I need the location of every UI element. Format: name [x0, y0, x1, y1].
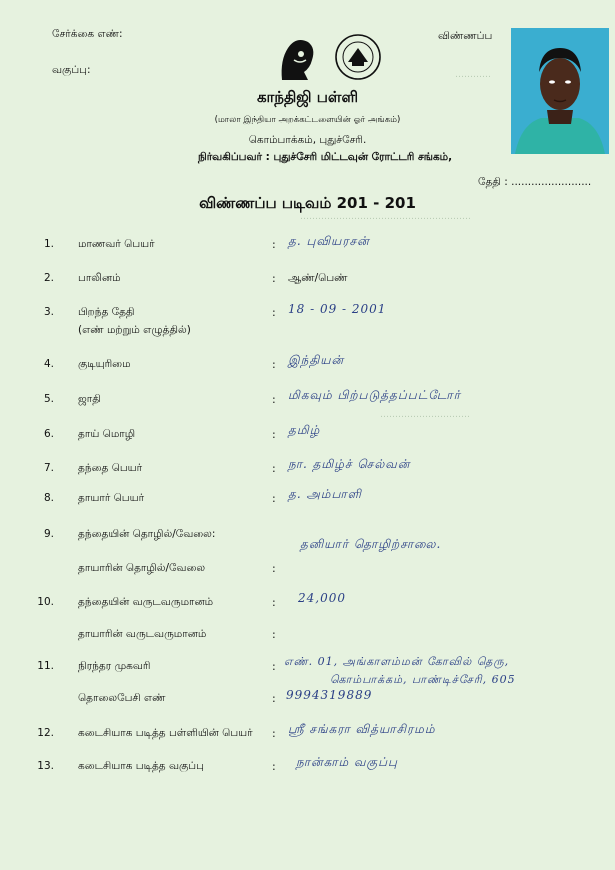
- citizenship-label: குடியுரிமை: [78, 358, 131, 370]
- caste-value: மிகவும் பிற்படுத்தப்பட்டோர்: [288, 388, 461, 402]
- field-number: 8.: [43, 492, 54, 504]
- father-occupation-label: தந்தையின் தொழில்/வேலை:: [78, 528, 216, 540]
- field-number: 1.: [43, 238, 54, 250]
- mother-tongue-label: தாய் மொழி: [78, 428, 136, 440]
- field-number: 2.: [43, 272, 54, 284]
- bleed-through-text: …………: [455, 70, 491, 80]
- form-title: விண்ணப்ப படிவம் 201 - 201: [199, 194, 416, 212]
- mother-name-value: த. அம்பாளி: [288, 487, 362, 501]
- field-number: 9.: [43, 528, 54, 540]
- field-number: 13.: [37, 760, 54, 772]
- bleed-through-text: …………………………: [380, 410, 470, 420]
- field-colon: :: [272, 660, 276, 673]
- gender-label: பாலினம்: [78, 272, 121, 284]
- field-number: 12.: [37, 727, 54, 739]
- birth-date-sublabel: (எண் மற்றும் எழுத்தில்): [78, 324, 191, 336]
- admission-number-label: சேர்க்கை எண்:: [52, 28, 123, 40]
- mother-tongue-value: தமிழ்: [288, 423, 321, 437]
- phone-label: தொலைபேசி எண்: [78, 692, 166, 704]
- student-name-label: மாணவர் பெயர்: [78, 238, 155, 250]
- student-name-value: த. புவியரசன்: [288, 234, 370, 248]
- father-name-label: தந்தை பெயர்: [78, 462, 143, 474]
- date-label: தேதி : ........................: [478, 176, 592, 188]
- last-school-value: ஸ்ரீ சங்கரா வித்யாசிரமம்: [288, 722, 436, 736]
- field-colon: :: [272, 760, 276, 773]
- field-number: 6.: [43, 428, 54, 440]
- permanent-address-line1: எண். 01, அங்காளம்மன் கோவில் தெரு,: [284, 655, 510, 668]
- field-colon: :: [272, 692, 276, 705]
- school-emblem-logo: [330, 32, 386, 82]
- gender-value: ஆண்/பெண்: [288, 272, 348, 284]
- field-colon: :: [272, 272, 276, 285]
- field-colon: :: [272, 238, 276, 251]
- permanent-address-label: நிரந்தர முகவரி: [78, 660, 151, 672]
- father-income-label: தந்தையின் வருடவருமானம்: [78, 596, 214, 608]
- father-income-value: 24,000: [298, 591, 346, 605]
- permanent-address-line2: கொம்பாக்கம், பாண்டிச்சேரி, 605: [330, 673, 516, 686]
- birth-date-label: பிறந்த தேதி: [78, 306, 135, 318]
- field-number: 5.: [43, 393, 54, 405]
- field-number: 4.: [43, 358, 54, 370]
- field-colon: :: [272, 358, 276, 371]
- field-colon: :: [272, 492, 276, 505]
- bleed-through-text: …………………………………………………: [300, 212, 471, 222]
- last-class-value: நான்காம் வகுப்பு: [296, 755, 398, 769]
- field-number: 10.: [37, 596, 54, 608]
- field-colon: :: [272, 428, 276, 441]
- mother-name-label: தாயார் பெயர்: [78, 492, 145, 504]
- field-colon: :: [272, 628, 276, 641]
- citizenship-value: இந்தியன்: [288, 353, 345, 367]
- school-address: கொம்பாக்கம், புதுச்சேரி.: [248, 134, 367, 146]
- application-number-label: விண்ணப்ப: [438, 30, 493, 42]
- mother-occupation-label: தாயாரின் தொழில்/வேலை: [78, 562, 206, 574]
- mother-income-label: தாயாரின் வருடவருமானம்: [78, 628, 207, 640]
- field-colon: :: [272, 562, 276, 575]
- birth-date-value: 18 - 09 - 2001: [288, 302, 387, 316]
- last-school-label: கடைசியாக படித்த பள்ளியின் பெயர்: [78, 727, 253, 739]
- field-colon: :: [272, 462, 276, 475]
- class-label: வகுப்பு:: [52, 64, 91, 76]
- field-number: 3.: [43, 306, 54, 318]
- caste-label: ஜாதி: [78, 393, 101, 405]
- field-number: 11.: [37, 660, 54, 672]
- father-name-value: நா. தமிழ்ச் செல்வன்: [288, 457, 411, 471]
- school-subtitle: (மாலா இந்தியா அறக்கட்டளையின் ஓர் அங்கம்): [214, 115, 401, 125]
- field-number: 7.: [43, 462, 54, 474]
- father-occupation-value: தனியார் தொழிற்சாலை.: [300, 537, 442, 551]
- field-colon: :: [272, 596, 276, 609]
- administrator-line: நிர்வகிப்பவர் : புதுச்சேரி மிட்டவுன் ரோட்டரி சங்கம்,: [198, 151, 453, 163]
- phone-value: 9994319889: [286, 688, 373, 702]
- field-colon: :: [272, 306, 276, 319]
- field-colon: :: [272, 727, 276, 740]
- gandhi-portrait-logo: [274, 30, 320, 84]
- last-class-label: கடைசியாக படித்த வகுப்பு: [78, 760, 204, 772]
- school-name: காந்திஜி பள்ளி: [256, 88, 359, 106]
- student-photo: [511, 28, 609, 154]
- field-colon: :: [272, 393, 276, 406]
